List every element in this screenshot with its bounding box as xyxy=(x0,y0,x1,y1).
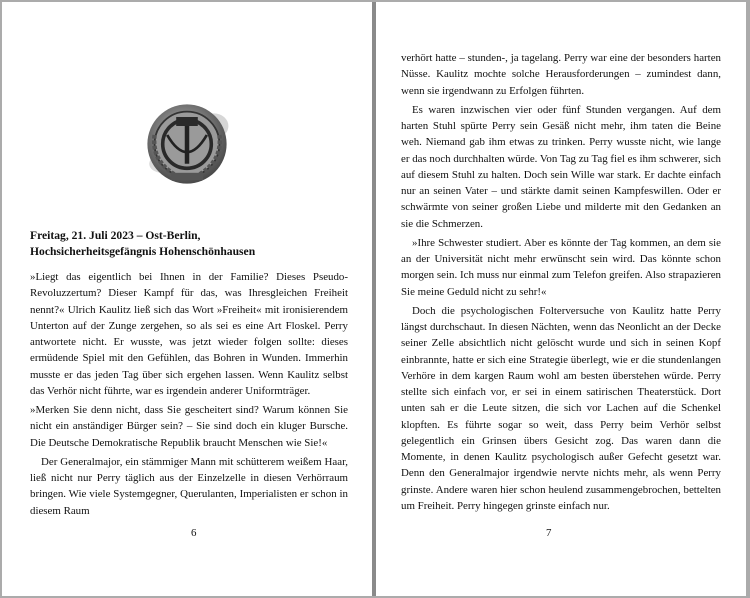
right-page-body xyxy=(401,50,721,517)
paragraph: »Liegt das eigentlich bei Ihnen in der Familie? Dieses Pseudo-Revoluzzertum? Dieser Kampf für das, was Ihresgleichen Freiheit nennt?« Ulrich Kaulitz ließ sich das Wort »Freiheit« mit ironisierendem Unterton auf der Zunge zergehen, so als sei es eine Art Floskel. Perry antwortete nicht. Er wusste, was jetzt wieder folgen sollte: dieses ermüdende Spiel mit den Gefühlen, das Bohren in Wunden. Immerhin musste er das jeden Tag über sich ergehen lassen. Wenn Kaulitz selbst das Verhör nicht führte, war es irgendein anderer Uniformträger. xyxy=(30,271,348,397)
paragraph: »Merken Sie denn nicht, dass Sie gescheitert sind? Warum können Sie nicht ein anständiger Bürger sein? – Sie sind doch ein kluger Bursche. Die Deutsche Demokratische Republik braucht Menschen wie Sie!« xyxy=(30,404,348,449)
paragraph: Der Generalmajor, ein stämmiger Mann mit schütterem weißem Haar, ließ nicht nur Perry täglich aus der Einzelzelle in diesen Verhörraum bringen. Wie viele Systemgegner, Querulanten, Imperialisten er schon in diesem Raum xyxy=(30,455,348,517)
paragraph: verhört hatte – stunden-, ja tagelang. Perry war eine der besonders harten Nüsse. Kaulitz mochte solche Herausforderungen – zumindest dann, wenn sie irgendwann zu Erfolgen führten. xyxy=(401,52,721,97)
chapter-heading-line-2: Hochsicherheitsgefängnis Hohenschönhausen xyxy=(30,245,256,258)
right-page xyxy=(376,2,746,596)
page-number: 6 xyxy=(191,527,197,539)
paragraph: »Ihre Schwester studiert. Aber es könnte der Tag kommen, an dem sie an der Universität nicht mehr erwünscht sein wird. Das könnte schon morgen sein. Ich muss nur einmal zum Telefon greifen. Also strapazieren Sie meine Geduld nicht zu sehr!« xyxy=(401,236,721,298)
page-number: 7 xyxy=(546,527,552,539)
chapter-heading-line-1: Freitag, 21. Juli 2023 – Ost-Berlin, xyxy=(30,229,201,242)
chapter-heading xyxy=(30,228,347,260)
gdr-emblem-icon xyxy=(142,99,232,189)
left-page-body xyxy=(30,269,348,522)
paragraph: Doch die psychologischen Folterversuche von Kaulitz hatte Perry längst durchschaut. In diesen Nächten, wenn das Neonlicht an der Decke seiner Zelle absichtlich nicht gelöscht wurde und sich in seinen Kopf einbrannte, hatte er sich eine Strategie überlegt, wie er die stundenlangen Verhöre in dem kargen Raum wohl am besten überstehen würde. Perry stellte sich einfach vor, er sei in einem satirischen Theaterstück. Dort unten sah er die Leute sitzen, die sich vor Lachen auf die Schenkel klopften. Es führte sogar so weit, dass Perry beim Verhör selbst gelegentlich ein Grinsen übers Gesicht zog. Das waren dann die Momente, in denen Kaulitz psychologisch außer Gefecht gesetzt war. Denn den Generalmajor irgendwie nervte nichts mehr, als wenn Perry grinste. Andere waren hier schon heulend zusammengebrochen, bettelten um Freiheit. Perry hingegen grinste einfach nur. xyxy=(401,304,721,512)
paragraph: Es waren inzwischen vier oder fünf Stunden vergangen. Auf dem harten Stuhl spürte Perry sein Gesäß nicht mehr, ihm taten die Beine weh. Niemand gab ihm etwas zu trinken. Perry wusste nicht, wie lange er das noch durchhalten würde. Von Tag zu Tag fiel es ihm schwerer, sich auf diesem Stuhl zu halten. Doch sein Wille war stark. Er dachte einfach nur an seinen Vater – und stärkte damit seinen Kampfeswillen. Oder er schwärmte von seiner großen Liebe und milderte mit den Gedanken an sie die Schmerzen. xyxy=(401,103,721,230)
left-page xyxy=(2,2,372,596)
